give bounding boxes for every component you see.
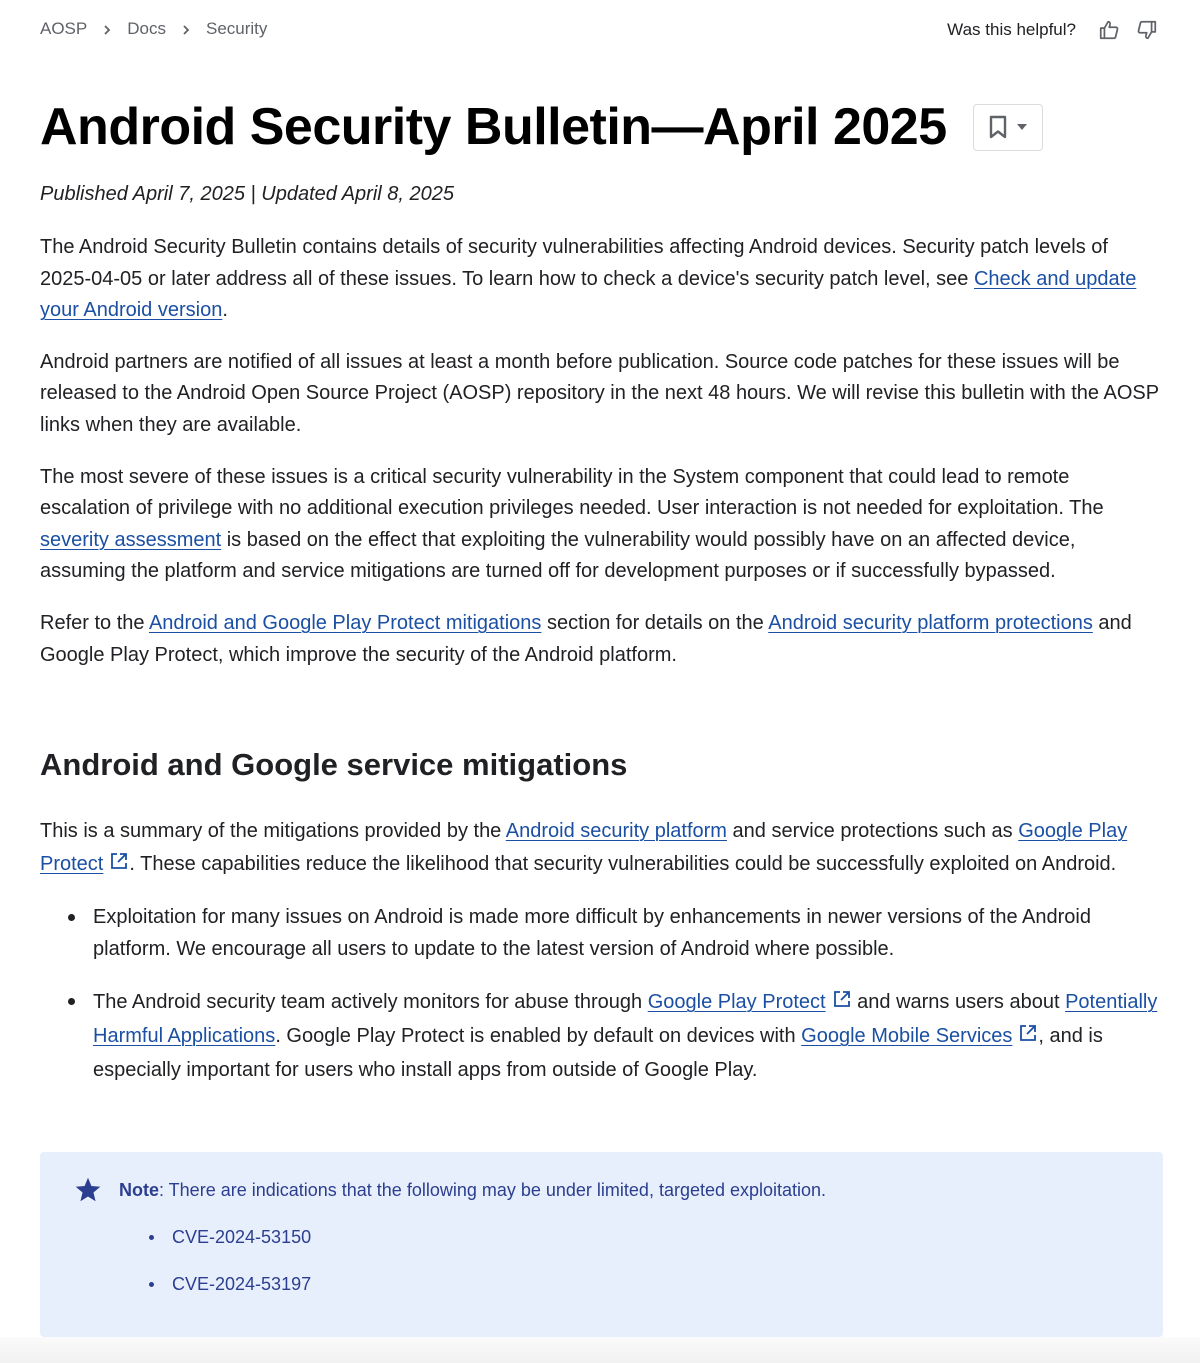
text: . These capabilities reduce the likelihood that security vulnerabilities could be successfully exploited on Android.	[129, 853, 1117, 876]
severity-assessment-link[interactable]: severity assessment	[40, 528, 222, 551]
text: , and is especially important for users who install apps from outside of Google Play.	[93, 1025, 1103, 1082]
text: : There are indications that the following may be under limited, targeted exploitation.	[159, 1180, 827, 1200]
mitigations-summary	[40, 815, 1162, 881]
harmful-apps-link[interactable]: Potentially Harmful Applications	[93, 991, 1158, 1048]
play-protect-link[interactable]: Google Play Protect	[647, 991, 826, 1014]
security-platform-link[interactable]: Android security platform	[505, 820, 727, 843]
top-bar	[0, 0, 1200, 62]
mitigations-list	[40, 901, 1162, 1087]
feedback-label: Was this helpful?	[947, 20, 1076, 39]
exploitation-note	[40, 1152, 1163, 1337]
bullet-dot	[68, 914, 75, 921]
bullet-dot	[68, 998, 75, 1005]
list-item	[40, 901, 1162, 965]
thumbs-up-icon	[1098, 19, 1120, 41]
cve-id: CVE-2024-53197	[172, 1274, 312, 1294]
thumbs-down-button[interactable]	[1134, 17, 1160, 43]
title-row	[40, 96, 1043, 158]
thumbs-down-icon	[1136, 19, 1158, 41]
text: The most severe of these issues is a critical security vulnerability in the System component that could lead to remote escalation of privilege with no additional execution privileges needed. User interaction is not needed for exploitation. The	[40, 465, 1104, 520]
text: and Google Play Protect, which improve the security of the Android platform.	[40, 611, 1132, 666]
external-link-icon	[832, 989, 852, 1009]
text: The Android security team actively monitors for abuse through	[93, 991, 648, 1014]
text: .	[222, 299, 228, 322]
breadcrumb-aosp[interactable]: AOSP	[40, 19, 88, 38]
star-icon	[74, 1176, 102, 1204]
breadcrumb-security[interactable]: Security	[205, 19, 268, 38]
bullet-dot	[149, 1282, 154, 1287]
mitigations-link[interactable]: Android and Google Play Protect mitigations	[148, 611, 542, 634]
cve-id: CVE-2024-53150	[172, 1227, 312, 1247]
check-version-link[interactable]: Check and update your Android version	[40, 267, 1137, 322]
page-bottom-fade	[0, 1337, 1200, 1363]
platform-protections-link[interactable]: Android security platform protections	[768, 611, 1093, 634]
text: Exploitation for many issues on Android is made more difficult by enhancements in newer versions of the Android platform. We encourage all users to update to the latest version of Android where possible.	[93, 906, 1091, 961]
bullet-dot	[149, 1235, 154, 1240]
intro-paragraph-1	[40, 232, 1162, 327]
cve-item	[149, 1226, 311, 1248]
feedback-widget	[947, 17, 1160, 43]
google-mobile-services-link[interactable]: Google Mobile Services	[801, 1025, 1013, 1048]
page-title: Android Security Bulletin—April 2025	[40, 98, 947, 156]
chevron-right-icon	[175, 19, 197, 39]
external-link-icon	[109, 851, 129, 871]
intro-paragraph-4	[40, 608, 1162, 671]
cve-item	[149, 1273, 311, 1295]
article-content	[40, 178, 1162, 1107]
chevron-right-icon	[96, 19, 118, 39]
cve-list	[149, 1226, 311, 1320]
text: and service protections such as	[726, 820, 1019, 843]
text: is based on the effect that exploiting the vulnerability would possibly have on an affected device, assuming the platform and service mitigations are turned off for development purposes or if successfully bypassed.	[40, 528, 1076, 583]
intro-paragraph-3	[40, 462, 1162, 588]
breadcrumb-docs[interactable]: Docs	[127, 19, 166, 38]
text: and warns users about	[851, 991, 1066, 1014]
caret-down-icon	[1017, 124, 1027, 130]
publish-date: Published April 7, 2025 | Updated April 8, 2025	[40, 183, 454, 205]
bookmark-icon	[989, 115, 1007, 139]
play-protect-link[interactable]: Google Play Protect	[40, 820, 1128, 876]
section-heading-mitigations: Android and Google service mitigations	[40, 747, 628, 783]
text: The Android Security Bulletin contains details of security vulnerabilities affecting Android devices. Security patch levels of 2025-04-05 or later address all of these issues. To learn how to check a device's security patch level, see	[40, 236, 1108, 290]
text: section for details on the	[541, 611, 769, 634]
list-item	[40, 985, 1162, 1087]
intro-paragraph-2: Android partners are notified of all issues at least a month before publication. Source code patches for these issues will be released to the Android Open Source Project (AOSP) repository in the next 48 hours. We will revise this bulletin with the AOSP links when they are available.	[40, 350, 1159, 436]
thumbs-up-button[interactable]	[1096, 17, 1122, 43]
bookmark-button[interactable]	[973, 104, 1043, 151]
note-label: Note	[119, 1180, 159, 1200]
text: . Google Play Protect is enabled by default on devices with	[275, 1025, 802, 1048]
text: Refer to the	[40, 611, 149, 634]
note-text	[119, 1179, 826, 1201]
breadcrumb	[40, 19, 267, 39]
external-link-icon	[1018, 1023, 1038, 1043]
text: This is a summary of the mitigations provided by the	[40, 820, 506, 843]
